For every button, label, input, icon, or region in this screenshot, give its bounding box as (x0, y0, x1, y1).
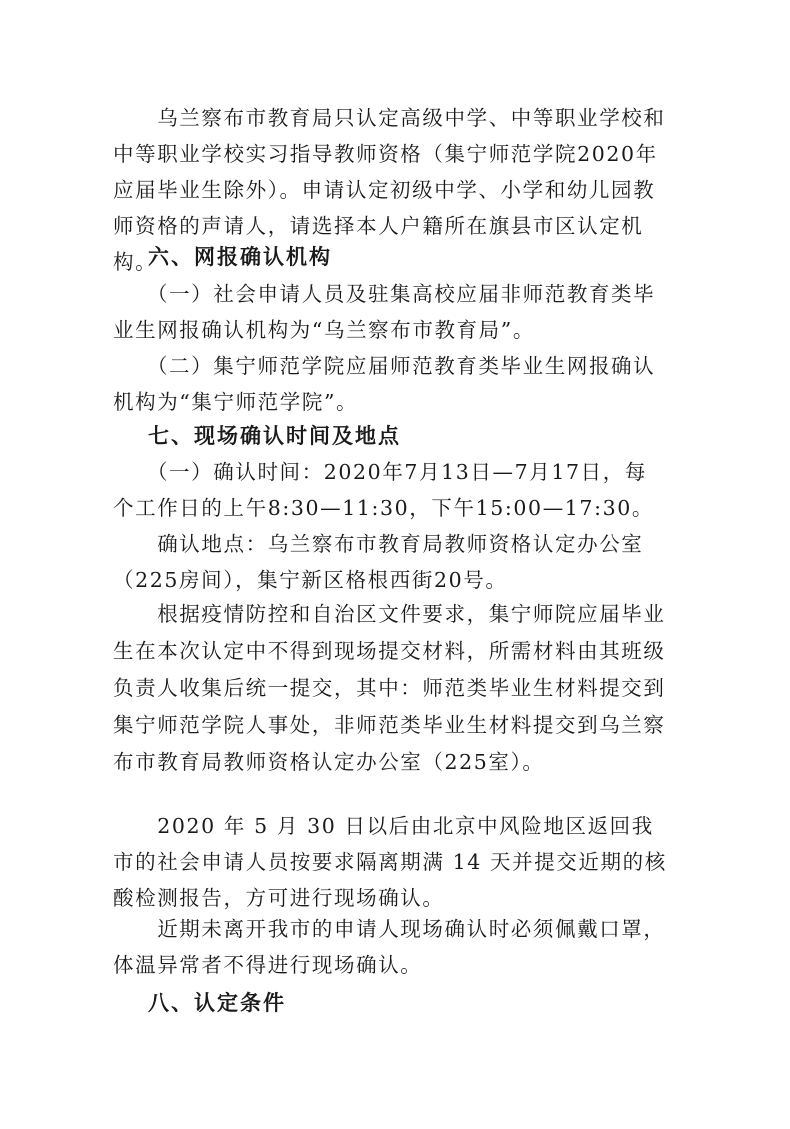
paragraph-online-confirm-2: （二）集宁师范学院应届师范教育类毕业生网报确认机构为“集宁师范学院”。 (113, 354, 656, 414)
paragraph-confirm-location: 确认地点：乌兰察布市教育局教师资格认定办公室（225房间），集宁新区格根西街20号。 (113, 532, 644, 592)
paragraph-online-confirm-1: （一）社会申请人员及驻集高校应届非师范教育类毕业生网报确认机构为“乌兰察布市教育局”。 (113, 282, 656, 342)
paragraph-mask-requirement: 近期未离开我市的申请人现场确认时必须佩戴口罩，体温异常者不得进行现场确认。 (113, 917, 666, 977)
heading-section-7: 七、现场确认时间及地点 (148, 424, 401, 448)
heading-section-8: 八、认定条件 (148, 991, 286, 1015)
paragraph-beijing-returnees: 2020 年 5 月 30 日以后由北京中风险地区返回我市的社会申请人员按要求隔离期满 14 天并提交近期的核酸检测报告，方可进行现场确认。 (113, 814, 667, 910)
paragraph-certification-scope: 乌兰察布市教育局只认定高级中学、中等职业学校和中等职业学校实习指导教师资格（集宁师范学院2020年应届毕业生除外）。申请认定初级中学、小学和幼儿园教师资格的声请人，请选择本人户籍所在旗县市区认定机构。 (113, 106, 666, 274)
paragraph-confirm-time: （一）确认时间：2020年7月13日—7月17日，每个工作日的上午8:30—11:30，下午15:00—17:30。 (113, 460, 654, 520)
paragraph-epidemic-rules: 根据疫情防控和自治区文件要求，集宁师院应届毕业生在本次认定中不得到现场提交材料，所需材料由其班级负责人收集后统一提交，其中：师范类毕业生材料提交到集宁师范学院人事处，非师范类毕业生材料提交到乌兰察布市教育局教师资格认定办公室（225室）。 (113, 602, 666, 774)
heading-section-6: 六、网报确认机构 (148, 245, 332, 269)
